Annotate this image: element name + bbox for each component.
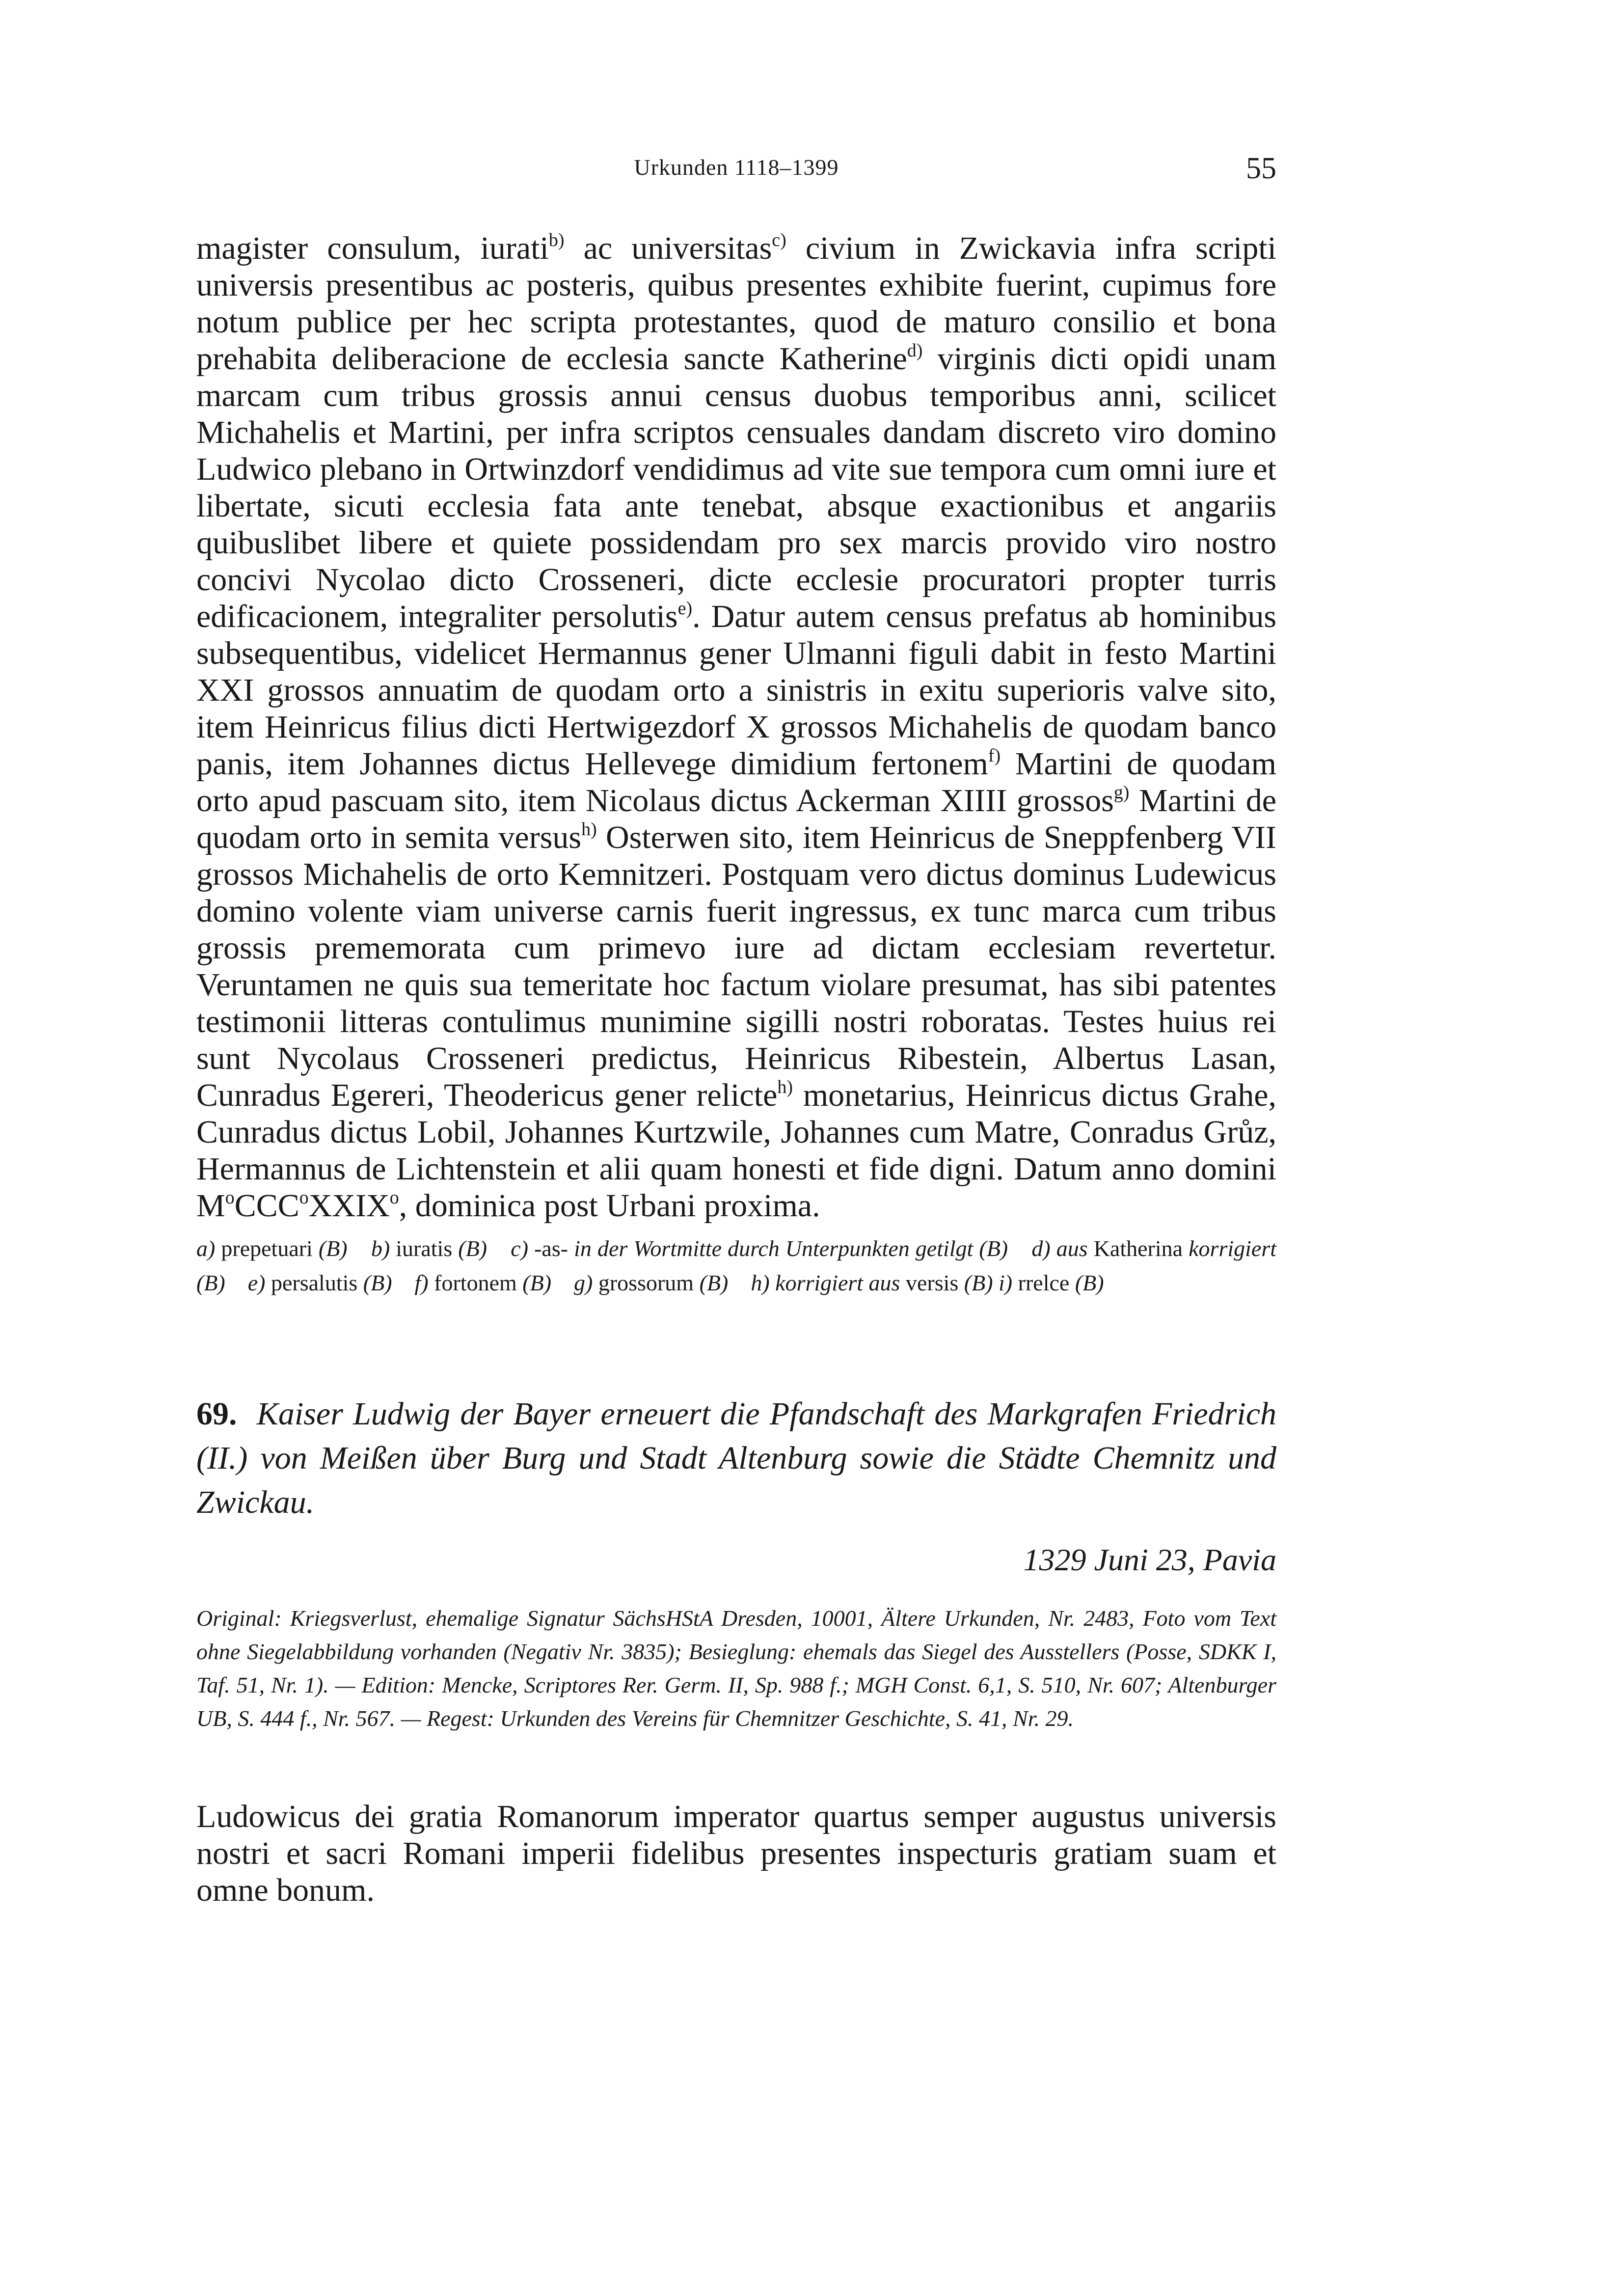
- note-a: a) prepetuari (B): [196, 1236, 348, 1261]
- ordinal-marker: o: [299, 1187, 309, 1208]
- text-run: Martini de quodam orto in semita versus: [196, 783, 1276, 855]
- document-heading: [196, 1392, 1276, 1525]
- text-run: . Datur autem census prefatus ab hominibus subsequentibus, videlicet Hermannus gener Ulmanni figuli dabit in festo Martini XXI grossos annuatim de quodam orto a sinistris in exitu superioris valve sito, item Heinricus filius dicti Hertwigezdorf X grossos Michahelis de quodam banco panis, item Johannes dictus Hellevege dimidium fertonem: [196, 599, 1276, 782]
- text-run: CCC: [234, 1188, 299, 1224]
- text-run: civium in Zwickavia infra scripti universis presentibus ac posteris, quibus presentes exhibite fuerint, cupimus fore notum publice per hec scripta protestantes, quod de maturo consilio et bona prehabita deliberacione de ecclesia sancte Katherine: [196, 230, 1276, 377]
- note-c: c) -as- in der Wortmitte durch Unterpunkten getilgt (B): [511, 1236, 1008, 1261]
- document-number: 69.: [196, 1396, 237, 1432]
- footnote-marker: h): [581, 819, 597, 840]
- running-head: [196, 151, 1276, 191]
- critical-apparatus: [196, 1231, 1276, 1300]
- text-run: Osterwen sito, item Heinricus de Sneppfenberg VII grossos Michahelis de orto Kemnitzeri. Postquam vero dictus dominus Ludewicus domino volente viam universe carnis fuerit ingressus, ex tunc marca cum tribus grossis prememorata cum primevo iure ad dictam ecclesiam revertetur. Veruntamen ne quis sua temeritate hoc factum violare presumat, has sibi patentes testimonii litteras contulimus munimine sigilli nostri roboratas. Testes huius rei sunt Nycolaus Crosseneri predictus, Heinricus Ribestein, Albertus Lasan, Cunradus Egereri, Theodericus gener relicte: [196, 820, 1276, 1113]
- footnote-marker: c): [772, 230, 786, 250]
- source-description: Original: Kriegsverlust, ehemalige Signatur SächsHStA Dresden, 10001, Ältere Urkunden, Nr. 2483, Foto vom Text ohne Siegelabbildung vorhanden (Negativ Nr. 3835); Besieglung: ehemals das Siegel des Ausstellers (Posse, SDKK I, Taf. 51, Nr. 1). — Edition: Mencke, Scriptores Rer. Germ. II, Sp. 988 f.; MGH Const. 6,1, S. 510, Nr. 607; Altenburger UB, S. 444 f., Nr. 567. — Regest: Urkunden des Vereins für Chemnitzer Geschichte, S. 41, Nr. 29.: [196, 1606, 1276, 1731]
- footnote-marker: e): [677, 598, 693, 619]
- text-run: , dominica post Urbani proxima.: [399, 1188, 820, 1224]
- charter-text-69: Ludowicus dei gratia Romanorum imperator quartus semper augustus universis nostri et sacri Romani imperii fidelibus presentes inspecturis gratiam suam et omne bonum.: [196, 1799, 1276, 1908]
- note-g: g) grossorum (B): [574, 1270, 729, 1295]
- page-number: 55: [1246, 152, 1276, 185]
- footnote-marker: d): [907, 340, 923, 361]
- text-run: monetarius, Heinricus dictus Grahe, Cunradus dictus Lobil, Johannes Kurtzwile, Johannes cum Matre, Conradus Grůz, Hermannus de Lichtenstein et alii quam honesti et fide digni. Datum anno domini M: [196, 1077, 1277, 1224]
- ordinal-marker: o: [225, 1187, 235, 1208]
- footnote-marker: g): [1113, 782, 1130, 803]
- footnote-marker: b): [548, 230, 565, 250]
- document-title: Kaiser Ludwig der Bayer erneuert die Pfandschaft des Markgrafen Friedrich (II.) von Meißen über Burg und Stadt Altenburg sowie die Städte Chemnitz und Zwickau.: [196, 1396, 1277, 1520]
- running-title: Urkunden 1118–1399: [634, 155, 839, 180]
- note-e: e) persalutis (B): [247, 1270, 392, 1295]
- text-run: magister consulum, iurati: [196, 230, 549, 266]
- dateline: 1329 Juni 23, Pavia: [1023, 1542, 1276, 1577]
- charter-text-68: [196, 230, 1276, 1224]
- note-d: d) aus Katherina korrigiert (B): [196, 1236, 1277, 1295]
- text-run: ac universitas: [564, 230, 772, 266]
- ordinal-marker: o: [389, 1187, 399, 1208]
- text-run: XXIX: [308, 1188, 390, 1224]
- note-b: b) iuratis (B): [371, 1236, 487, 1261]
- note-h: h) korrigiert aus versis (B): [751, 1270, 993, 1295]
- footnote-marker: h): [777, 1077, 793, 1097]
- text-run: virginis dicti opidi unam marcam cum tribus grossis annui census duobus temporibus anni, scilicet Michahelis et Martini, per infra scriptos censuales dandam discreto viro domino Ludwico plebano in Ortwinzdorf vendidimus ad vite sue tempora cum omni iure et libertate, sicuti ecclesia fata ante tenebat, absque exactionibus et angariis quibuslibet libere et quiete possidendam pro sex marcis provido viro nostro concivi Nycolao dicto Crosseneri, dicte ecclesie procuratori propter turris edificacionem, integraliter persolutis: [196, 341, 1277, 634]
- text-run: Martini de quodam orto apud pascuam sito, item Nicolaus dictus Ackerman XIIII grossos: [196, 746, 1276, 819]
- note-i: i) rrelce (B): [999, 1270, 1104, 1295]
- note-f: f) fortonem (B): [414, 1270, 552, 1295]
- footnote-marker: f): [988, 745, 1001, 766]
